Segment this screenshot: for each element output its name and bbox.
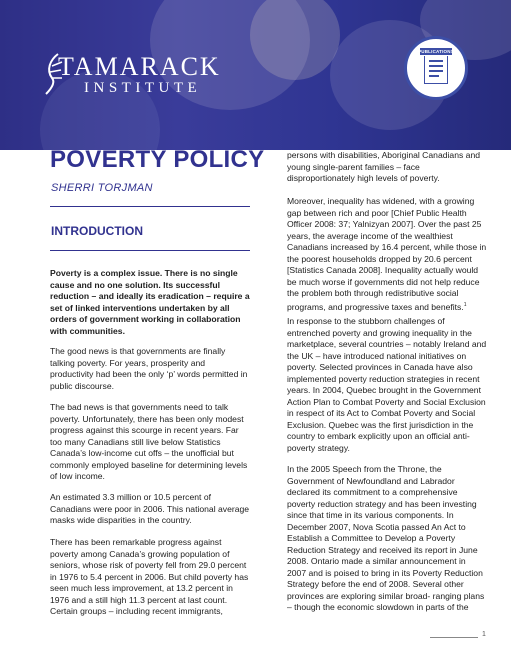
page-number: 1 xyxy=(482,631,486,638)
footer-divider xyxy=(430,637,478,638)
publications-label: PUBLICATIONS xyxy=(418,49,454,54)
body-paragraph: Moreover, inequality has widened, with a growing gap between rich and poor [Chief Public Health Officer 2008: 37; Yalnizyan 2007]. Over the past 25 years, the average income of the wealthiest Canadians increased by 16.4 percent, while those in the poorest households dropped by 20.6 percent [Statistics Canada 2008]. Inequality actually would be much worse if governments did not help reduce the problem both through redistributive social programs, and progressive taxes and benefits.$^1$ xyxy=(287,196,487,312)
body-paragraph: The bad news is that governments need to talk poverty. Unfortunately, there has been only modest progress against this scourge in recent years. Far too many Canadians still live below Statistics Canada’s low-income cut offs – the unofficial but commonly employed baseline for determining levels of low income. xyxy=(50,402,248,481)
divider xyxy=(50,250,250,251)
logo-subtitle: INSTITUTE xyxy=(84,80,202,96)
body-paragraph: An estimated 3.3 million or 10.5 percent of Canadians were poor in 2006. This national average masks wide disparities in the country. xyxy=(50,492,250,525)
intro-paragraph: Poverty is a complex issue. There is no single cause and no one solution. Its successful reduction – and ideally its eradication – require a set of linked interventions undertaken by all orders of government working in collaboration with communities. xyxy=(50,268,250,336)
body-paragraph: In response to the stubborn challenges of entrenched poverty and growing inequality in the marketplace, several countries – notably Ireland and the UK – have introduced national initiatives on poverty. Selected provinces in Canada have also implemented poverty reduction strategies in recent years. In 2004, Quebec brought in the Government Action Plan to Combat Poverty and Social Exclusion in respect of its Act to Combat Poverty and Social Exclusion. Quebec was the first jurisdiction in the country to embark explicitly upon an official anti-poverty strategy. xyxy=(287,316,487,453)
document-icon xyxy=(424,56,448,84)
logo-wordmark: TAMARACK xyxy=(58,52,221,81)
body-paragraph: persons with disabilities, Aboriginal Canadians and young single-parent families – face disproportionately high levels of poverty. xyxy=(287,150,480,183)
body-paragraph: The good news is that governments are finally talking poverty. For years, prosperity and productivity had been the only ‘p’ words permitted in public discourse. xyxy=(50,346,248,391)
section-heading: INTRODUCTION xyxy=(51,224,143,238)
footnote-mark[interactable]: 1 xyxy=(463,301,467,308)
body-paragraph: In the 2005 Speech from the Throne, the Government of Newfoundland and Labrador declared its commitment to a comprehensive poverty reduction strategy and has been investing since that time in its various components. In December 2007, Nova Scotia passed An Act to Establish a Committee to Develop a Poverty Reduction Strategy and received its report in June 2008. Ontario made a similar announcement in 2007 and is poised to bring in its Poverty Reduction Strategy before the end of 2008. Several other provinces are exploring similar broad- ranging plans – though the economic slowdown in parts of the xyxy=(287,464,485,612)
publications-badge xyxy=(404,36,468,100)
divider xyxy=(50,206,250,207)
author-name: SHERRI TORJMAN xyxy=(51,182,153,194)
header-banner xyxy=(0,0,511,150)
body-paragraph: There has been remarkable progress against poverty among Canada’s growing population of seniors, whose risk of poverty fell from 29.0 percent in 1976 to 5.4 percent in 2006. But child poverty has seen much less improvement, at 13.2 percent in 1976 and a still high 11.3 percent at last count. Certain groups – including recent immigrants, xyxy=(50,537,249,616)
document-title: POVERTY POLICY xyxy=(50,146,265,173)
tamarack-logo[interactable] xyxy=(44,52,274,102)
